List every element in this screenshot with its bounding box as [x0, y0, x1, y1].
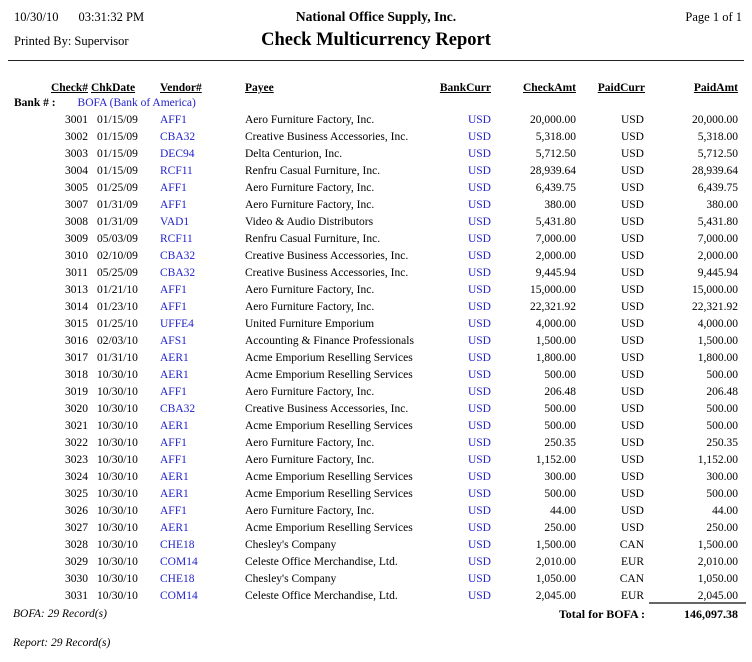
cell-bankcurr[interactable]: USD — [467, 147, 491, 160]
cell-date: 10/30/10 — [97, 402, 138, 415]
col-header-check: Check# — [50, 82, 88, 94]
printed-by: Printed By: Supervisor — [14, 34, 129, 48]
cell-date: 10/30/10 — [97, 555, 138, 568]
cell-check: 3029 — [65, 555, 88, 568]
bank-record-count: BOFA: 29 Record(s) — [13, 608, 107, 620]
bank-code-link[interactable]: BOFA (Bank of America) — [77, 96, 196, 109]
cell-vendor[interactable]: AFF1 — [160, 504, 187, 517]
cell-paidcurr: USD — [620, 402, 644, 415]
cell-payee: Acme Emporium Reselling Services — [245, 470, 413, 483]
cell-paidamt: 300.00 — [706, 470, 738, 483]
cell-bankcurr[interactable]: USD — [467, 232, 491, 245]
table-row — [14, 553, 738, 570]
cell-vendor[interactable]: AER1 — [160, 487, 189, 500]
report-title: Check Multicurrency Report — [261, 30, 491, 50]
table-row — [14, 587, 738, 604]
table-row — [14, 383, 738, 400]
cell-bankcurr[interactable]: USD — [467, 283, 491, 296]
col-header-checkamt: CheckAmt — [522, 82, 576, 94]
cell-paidcurr: USD — [620, 198, 644, 211]
cell-payee: Creative Business Accessories, Inc. — [245, 266, 409, 279]
cell-date: 01/31/09 — [97, 215, 138, 228]
cell-vendor[interactable]: AFF1 — [160, 300, 187, 313]
cell-vendor[interactable]: AFF1 — [160, 198, 187, 211]
col-header-paidamt: PaidAmt — [693, 82, 738, 94]
cell-payee: Aero Furniture Factory, Inc. — [245, 504, 375, 517]
cell-check: 3013 — [65, 283, 88, 296]
cell-paidamt: 500.00 — [706, 402, 738, 415]
cell-date: 01/15/09 — [97, 147, 138, 160]
cell-paidamt: 7,000.00 — [697, 232, 738, 245]
cell-checkamt: 1,500.00 — [535, 538, 576, 551]
cell-payee: Acme Emporium Reselling Services — [245, 487, 413, 500]
cell-date: 02/10/09 — [97, 249, 138, 262]
cell-checkamt: 1,050.00 — [535, 572, 576, 585]
table-row — [14, 519, 738, 536]
cell-bankcurr[interactable]: USD — [467, 521, 491, 534]
cell-paidamt: 1,500.00 — [697, 334, 738, 347]
table-row — [14, 247, 738, 264]
cell-paidcurr: USD — [620, 283, 644, 296]
table-row — [14, 145, 738, 162]
cell-check: 3010 — [65, 249, 88, 262]
cell-bankcurr[interactable]: USD — [467, 130, 491, 143]
table-row — [14, 400, 738, 417]
cell-payee: Accounting & Finance Professionals — [245, 334, 414, 347]
table-row — [14, 213, 738, 230]
cell-bankcurr[interactable]: USD — [467, 402, 491, 415]
cell-checkamt: 4,000.00 — [535, 317, 576, 330]
cell-paidcurr: CAN — [619, 572, 644, 585]
cell-checkamt: 28,939.64 — [530, 164, 576, 177]
report-table-body — [14, 111, 738, 604]
cell-paidamt: 1,800.00 — [697, 351, 738, 364]
table-row — [14, 298, 738, 315]
table-row — [14, 179, 738, 196]
cell-vendor[interactable]: UFFE4 — [160, 317, 194, 330]
cell-check: 3025 — [65, 487, 88, 500]
cell-paidcurr: USD — [620, 385, 644, 398]
cell-date: 10/30/10 — [97, 368, 138, 381]
cell-date: 05/03/09 — [97, 232, 138, 245]
cell-checkamt: 15,000.00 — [530, 283, 576, 296]
cell-check: 3009 — [65, 232, 88, 245]
cell-bankcurr[interactable]: USD — [467, 487, 491, 500]
cell-check: 3008 — [65, 215, 88, 228]
cell-paidcurr: USD — [620, 521, 644, 534]
cell-paidamt: 9,445.94 — [697, 266, 738, 279]
cell-vendor[interactable]: AFF1 — [160, 385, 187, 398]
cell-payee: Aero Furniture Factory, Inc. — [245, 300, 375, 313]
cell-payee: Chesley's Company — [245, 538, 337, 551]
cell-checkamt: 500.00 — [544, 402, 576, 415]
cell-payee: Aero Furniture Factory, Inc. — [245, 181, 375, 194]
cell-paidcurr: USD — [620, 164, 644, 177]
total-divider — [649, 602, 746, 604]
bank-label: Bank # : — [14, 96, 56, 109]
cell-vendor[interactable]: VAD1 — [160, 215, 190, 228]
table-row — [14, 485, 738, 502]
cell-vendor[interactable]: AFF1 — [160, 453, 187, 466]
cell-paidcurr: USD — [620, 232, 644, 245]
table-row — [14, 349, 738, 366]
table-row — [14, 468, 738, 485]
cell-vendor[interactable]: CHE18 — [160, 572, 195, 585]
page-indicator: Page 1 of 1 — [685, 10, 742, 24]
table-header-row — [14, 75, 738, 94]
cell-vendor[interactable]: AFS1 — [160, 334, 187, 347]
cell-paidcurr: USD — [620, 266, 644, 279]
cell-checkamt: 6,439.75 — [535, 181, 576, 194]
cell-checkamt: 20,000.00 — [530, 113, 576, 126]
cell-vendor[interactable]: RCF11 — [160, 232, 193, 245]
cell-bankcurr[interactable]: USD — [467, 317, 491, 330]
cell-checkamt: 7,000.00 — [535, 232, 576, 245]
table-row — [14, 281, 738, 298]
cell-paidamt: 2,045.00 — [697, 589, 738, 602]
table-row — [14, 332, 738, 349]
cell-check: 3024 — [65, 470, 88, 483]
cell-check: 3017 — [65, 351, 88, 364]
col-header-payee: Payee — [245, 82, 274, 94]
col-header-vendor: Vendor# — [160, 82, 202, 94]
cell-bankcurr[interactable]: USD — [467, 572, 491, 585]
cell-date: 10/30/10 — [97, 572, 138, 585]
cell-checkamt: 5,712.50 — [535, 147, 576, 160]
cell-checkamt: 250.00 — [544, 521, 576, 534]
cell-checkamt: 500.00 — [544, 419, 576, 432]
table-row — [14, 570, 738, 587]
table-row — [14, 366, 738, 383]
cell-paidamt: 6,439.75 — [697, 181, 738, 194]
cell-paidcurr: USD — [620, 487, 644, 500]
cell-vendor[interactable]: RCF11 — [160, 164, 193, 177]
cell-vendor[interactable]: AFF1 — [160, 181, 187, 194]
cell-vendor[interactable]: AFF1 — [160, 283, 187, 296]
cell-bankcurr[interactable]: USD — [467, 589, 491, 602]
cell-vendor[interactable]: AER1 — [160, 419, 189, 432]
cell-check: 3030 — [65, 572, 88, 585]
cell-bankcurr[interactable]: USD — [467, 215, 491, 228]
cell-bankcurr[interactable]: USD — [467, 266, 491, 279]
cell-paidamt: 15,000.00 — [692, 283, 738, 296]
cell-checkamt: 44.00 — [550, 504, 576, 517]
cell-payee: Aero Furniture Factory, Inc. — [245, 453, 375, 466]
cell-date: 01/15/09 — [97, 164, 138, 177]
cell-checkamt: 500.00 — [544, 368, 576, 381]
cell-vendor[interactable]: AER1 — [160, 470, 189, 483]
cell-paidamt: 500.00 — [706, 368, 738, 381]
cell-checkamt: 2,000.00 — [535, 249, 576, 262]
cell-payee: Chesley's Company — [245, 572, 337, 585]
report-date: 10/30/10 — [14, 10, 59, 24]
cell-check: 3019 — [65, 385, 88, 398]
cell-bankcurr[interactable]: USD — [467, 368, 491, 381]
cell-paidamt: 206.48 — [706, 385, 738, 398]
cell-checkamt: 380.00 — [544, 198, 576, 211]
cell-date: 01/15/09 — [97, 130, 138, 143]
table-row — [14, 502, 738, 519]
cell-check: 3028 — [65, 538, 88, 551]
cell-payee: Renfru Casual Furniture, Inc. — [245, 232, 381, 245]
table-row — [14, 230, 738, 247]
cell-checkamt: 1,500.00 — [535, 334, 576, 347]
table-row — [14, 451, 738, 468]
cell-vendor[interactable]: CHE18 — [160, 538, 195, 551]
cell-payee: Aero Furniture Factory, Inc. — [245, 283, 375, 296]
cell-check: 3027 — [65, 521, 88, 534]
cell-paidcurr: USD — [620, 215, 644, 228]
cell-paidcurr: USD — [620, 368, 644, 381]
table-row — [14, 536, 738, 553]
cell-payee: Creative Business Accessories, Inc. — [245, 402, 409, 415]
cell-check: 3015 — [65, 317, 88, 330]
cell-payee: Acme Emporium Reselling Services — [245, 419, 413, 432]
cell-payee: Aero Furniture Factory, Inc. — [245, 436, 375, 449]
cell-bankcurr[interactable]: USD — [467, 198, 491, 211]
cell-paidamt: 22,321.92 — [692, 300, 738, 313]
cell-check: 3018 — [65, 368, 88, 381]
cell-payee: Acme Emporium Reselling Services — [245, 368, 413, 381]
cell-payee: Renfru Casual Furniture, Inc. — [245, 164, 381, 177]
cell-bankcurr[interactable]: USD — [467, 113, 491, 126]
cell-date: 01/25/09 — [97, 181, 138, 194]
cell-date: 10/30/10 — [97, 419, 138, 432]
cell-paidcurr: USD — [620, 351, 644, 364]
cell-checkamt: 250.35 — [544, 436, 576, 449]
cell-paidcurr: USD — [620, 249, 644, 262]
col-header-paidcurr: PaidCurr — [597, 82, 645, 94]
cell-bankcurr[interactable]: USD — [467, 470, 491, 483]
cell-date: 10/30/10 — [97, 436, 138, 449]
cell-vendor[interactable]: AFF1 — [160, 113, 187, 126]
cell-vendor[interactable]: AFF1 — [160, 436, 187, 449]
table-row — [14, 434, 738, 451]
cell-paidamt: 20,000.00 — [692, 113, 738, 126]
cell-payee: Acme Emporium Reselling Services — [245, 521, 413, 534]
cell-bankcurr[interactable]: USD — [467, 334, 491, 347]
table-row — [14, 162, 738, 179]
header-divider — [8, 60, 744, 61]
cell-checkamt: 1,800.00 — [535, 351, 576, 364]
col-header-bankcurr: BankCurr — [439, 82, 491, 94]
cell-date: 10/30/10 — [97, 470, 138, 483]
cell-payee: Delta Centurion, Inc. — [245, 147, 343, 160]
cell-paidamt: 5,712.50 — [697, 147, 738, 160]
cell-paidcurr: EUR — [621, 555, 644, 568]
cell-paidamt: 28,939.64 — [692, 164, 738, 177]
cell-paidcurr: USD — [620, 419, 644, 432]
table-row — [14, 315, 738, 332]
cell-checkamt: 206.48 — [544, 385, 576, 398]
cell-paidcurr: USD — [620, 130, 644, 143]
cell-check: 3007 — [65, 198, 88, 211]
cell-bankcurr[interactable]: USD — [467, 453, 491, 466]
cell-checkamt: 2,045.00 — [535, 589, 576, 602]
cell-date: 02/03/10 — [97, 334, 138, 347]
cell-date: 10/30/10 — [97, 589, 138, 602]
cell-date: 05/25/09 — [97, 266, 138, 279]
cell-paidamt: 4,000.00 — [697, 317, 738, 330]
cell-check: 3022 — [65, 436, 88, 449]
cell-date: 01/15/09 — [97, 113, 138, 126]
cell-payee: United Furniture Emporium — [245, 317, 375, 330]
cell-check: 3021 — [65, 419, 88, 432]
cell-date: 10/30/10 — [97, 538, 138, 551]
cell-date: 10/30/10 — [97, 504, 138, 517]
cell-checkamt: 5,318.00 — [535, 130, 576, 143]
cell-paidamt: 500.00 — [706, 487, 738, 500]
cell-paidcurr: EUR — [621, 589, 644, 602]
cell-check: 3004 — [65, 164, 88, 177]
cell-payee: Aero Furniture Factory, Inc. — [245, 198, 375, 211]
cell-check: 3016 — [65, 334, 88, 347]
cell-checkamt: 1,152.00 — [535, 453, 576, 466]
cell-paidamt: 1,500.00 — [697, 538, 738, 551]
cell-check: 3011 — [65, 266, 88, 279]
cell-check: 3001 — [65, 113, 88, 126]
cell-vendor[interactable]: CBA32 — [160, 402, 196, 415]
cell-vendor[interactable]: DEC94 — [160, 147, 195, 160]
cell-checkamt: 2,010.00 — [535, 555, 576, 568]
table-row — [14, 128, 738, 145]
cell-check: 3031 — [65, 589, 88, 602]
cell-date: 10/30/10 — [97, 487, 138, 500]
cell-paidcurr: CAN — [619, 538, 644, 551]
table-row — [14, 264, 738, 281]
cell-bankcurr[interactable]: USD — [467, 436, 491, 449]
cell-bankcurr[interactable]: USD — [467, 504, 491, 517]
cell-paidcurr: USD — [620, 113, 644, 126]
cell-check: 3026 — [65, 504, 88, 517]
cell-date: 01/21/10 — [97, 283, 138, 296]
cell-paidamt: 2,000.00 — [697, 249, 738, 262]
cell-bankcurr[interactable]: USD — [467, 181, 491, 194]
cell-payee: Creative Business Accessories, Inc. — [245, 249, 409, 262]
cell-date: 10/30/10 — [97, 385, 138, 398]
cell-checkamt: 300.00 — [544, 470, 576, 483]
cell-vendor[interactable]: AER1 — [160, 351, 189, 364]
cell-checkamt: 22,321.92 — [530, 300, 576, 313]
cell-payee: Acme Emporium Reselling Services — [245, 351, 413, 364]
report-record-count: Report: 29 Record(s) — [13, 637, 111, 649]
cell-date: 10/30/10 — [97, 521, 138, 534]
cell-paidcurr: USD — [620, 334, 644, 347]
table-row — [14, 417, 738, 434]
report-table — [14, 75, 738, 604]
col-header-chkdate: ChkDate — [91, 82, 136, 94]
cell-check: 3014 — [65, 300, 88, 313]
cell-paidcurr: USD — [620, 504, 644, 517]
cell-date: 10/30/10 — [97, 453, 138, 466]
cell-payee: Aero Furniture Factory, Inc. — [245, 385, 375, 398]
cell-checkamt: 500.00 — [544, 487, 576, 500]
cell-paidamt: 5,431.80 — [697, 215, 738, 228]
cell-checkamt: 9,445.94 — [535, 266, 576, 279]
cell-vendor[interactable]: COM14 — [160, 555, 198, 568]
cell-check: 3002 — [65, 130, 88, 143]
report-time: 03:31:32 PM — [78, 10, 145, 24]
cell-paidcurr: USD — [620, 181, 644, 194]
cell-paidcurr: USD — [620, 436, 644, 449]
cell-date: 01/31/09 — [97, 198, 138, 211]
cell-paidamt: 1,050.00 — [697, 572, 738, 585]
cell-date: 01/23/10 — [97, 300, 138, 313]
cell-payee: Video & Audio Distributors — [245, 215, 374, 228]
cell-paidcurr: USD — [620, 470, 644, 483]
cell-bankcurr[interactable]: USD — [467, 300, 491, 313]
cell-paidamt: 5,318.00 — [697, 130, 738, 143]
cell-payee: Creative Business Accessories, Inc. — [245, 130, 409, 143]
cell-paidamt: 44.00 — [712, 504, 738, 517]
cell-paidamt: 250.35 — [706, 436, 738, 449]
bank-total-amount: 146,097.38 — [684, 607, 738, 621]
cell-vendor[interactable]: CBA32 — [160, 130, 196, 143]
table-row — [14, 196, 738, 213]
company-name: National Office Supply, Inc. — [295, 9, 457, 24]
bank-group-row — [14, 94, 738, 111]
cell-checkamt: 5,431.80 — [535, 215, 576, 228]
cell-bankcurr[interactable]: USD — [467, 385, 491, 398]
cell-paidamt: 500.00 — [706, 419, 738, 432]
cell-bankcurr[interactable]: USD — [467, 351, 491, 364]
cell-paidcurr: USD — [620, 453, 644, 466]
cell-date: 01/25/10 — [97, 317, 138, 330]
bank-total-label: Total for BOFA : — [558, 607, 645, 621]
cell-paidcurr: USD — [620, 317, 644, 330]
cell-paidamt: 380.00 — [706, 198, 738, 211]
cell-vendor[interactable]: CBA32 — [160, 249, 196, 262]
cell-payee: Aero Furniture Factory, Inc. — [245, 113, 375, 126]
cell-check: 3003 — [65, 147, 88, 160]
cell-bankcurr[interactable]: USD — [467, 249, 491, 262]
cell-bankcurr[interactable]: USD — [467, 164, 491, 177]
cell-vendor[interactable]: AER1 — [160, 368, 189, 381]
cell-paidamt: 1,152.00 — [697, 453, 738, 466]
table-row — [14, 111, 738, 128]
cell-bankcurr[interactable]: USD — [467, 555, 491, 568]
cell-check: 3005 — [65, 181, 88, 194]
cell-bankcurr[interactable]: USD — [467, 419, 491, 432]
cell-paidcurr: USD — [620, 300, 644, 313]
cell-vendor[interactable]: CBA32 — [160, 266, 196, 279]
cell-date: 01/31/10 — [97, 351, 138, 364]
cell-vendor[interactable]: AER1 — [160, 521, 189, 534]
cell-check: 3023 — [65, 453, 88, 466]
cell-payee: Celeste Office Merchandise, Ltd. — [245, 555, 398, 568]
cell-payee: Celeste Office Merchandise, Ltd. — [245, 589, 398, 602]
cell-vendor[interactable]: COM14 — [160, 589, 198, 602]
cell-paidamt: 2,010.00 — [697, 555, 738, 568]
cell-check: 3020 — [65, 402, 88, 415]
cell-bankcurr[interactable]: USD — [467, 538, 491, 551]
cell-paidamt: 250.00 — [706, 521, 738, 534]
cell-paidcurr: USD — [620, 147, 644, 160]
